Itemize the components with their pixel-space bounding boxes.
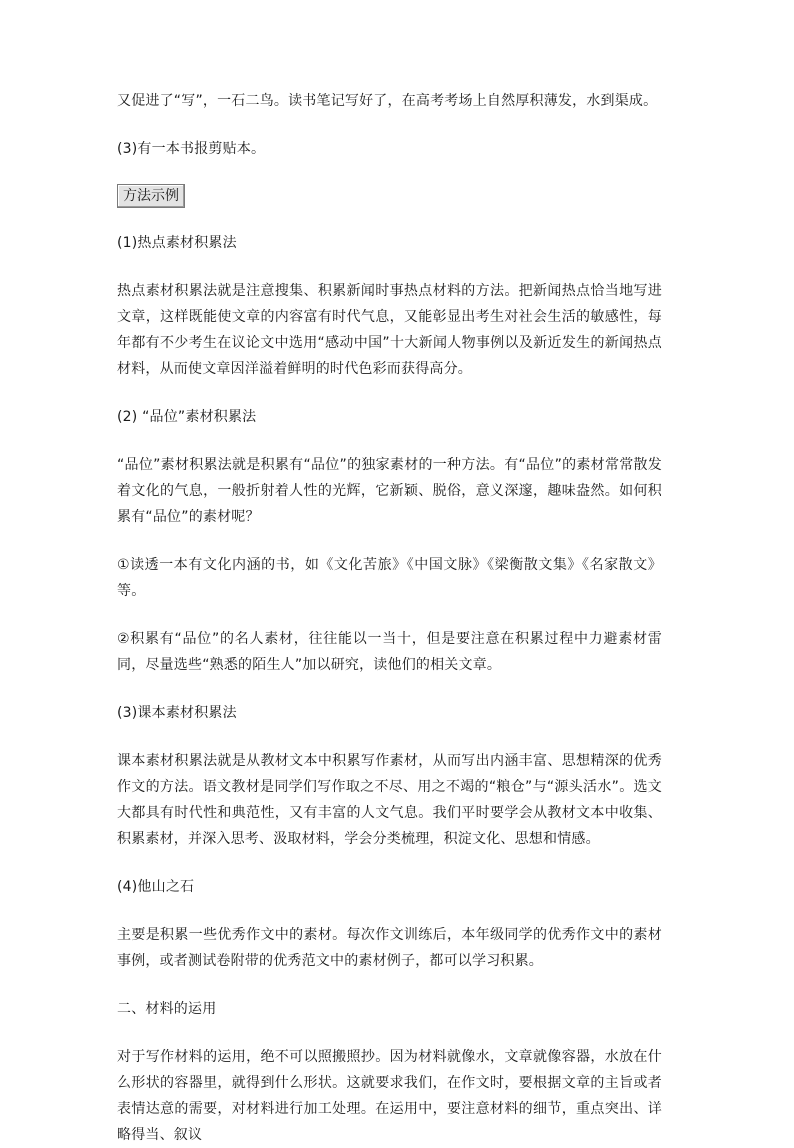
heading-taste-method: (2) “品位”素材积累法	[117, 409, 257, 425]
paragraph-material-usage: 对于写作材料的运用，绝不可以照搬照抄。因为材料就像水，文章就像容器，水放在什么形状的容器里，就得到什么形状。这就要求我们，在作文时，要根据文章的主旨或者表情达意的需要，对材料进行加工处理。在运用中，要注意材料的细节，重点突出、详略得当、叙议	[117, 1049, 662, 1143]
list-item-clipping-book: (3)有一本书报剪贴本。	[117, 141, 266, 157]
document-page	[117, 88, 662, 1148]
heading-hot-topic-method: (1)热点素材积累法	[117, 235, 237, 251]
paragraph-textbook: 课本素材积累法就是从教材文本中积累写作素材，从而写出内涵丰富、思想精深的优秀作文的方法。语文教材是同学们写作取之不尽、用之不竭的“粮仓”与“源头活水”。选文大都具有时代性和典范性，又有丰富的人文气息。我们平时要学会从教材文本中收集、积累素材，并深入思考、汲取材料，学会分类梳理，积淀文化、思想和情感。	[117, 753, 662, 847]
paragraph-continuation: 又促进了“写”，一石二鸟。读书笔记写好了，在高考考场上自然厚积薄发，水到渠成。	[117, 93, 658, 109]
paragraph-taste-point2: ②积累有“品位”的名人素材，往往能以一当十，但是要注意在积累过程中力避素材雷同，尽量选些“熟悉的陌生人”加以研究，读他们的相关文章。	[117, 631, 662, 673]
paragraph-hot-topic: 热点素材积累法就是注意搜集、积累新闻时事热点材料的方法。把新闻热点恰当地写进文章，这样既能使文章的内容富有时代气息，又能彰显出考生对社会生活的敏感性，每年都有不少考生在议论文中选用“感动中国”十大新闻人物事例以及新近发生的新闻热点材料，从而使文章因洋溢着鲜明的时代色彩而获得高分。	[117, 283, 662, 377]
method-example-label: 方法示例	[117, 184, 185, 208]
paragraph-other-mountain: 主要是积累一些优秀作文中的素材。每次作文训练后，本年级同学的优秀作文中的素材事例，或者测试卷附带的优秀范文中的素材例子，都可以学习积累。	[117, 927, 662, 969]
heading-other-mountain: (4)他山之石	[117, 879, 195, 895]
heading-material-usage: 二、材料的运用	[117, 1001, 217, 1017]
paragraph-taste: “品位”素材积累法就是积累有“品位”的独家素材的一种方法。有“品位”的素材常常散发着文化的气息，一般折射着人性的光辉，它新颖、脱俗，意义深邃，趣味盎然。如何积累有“品位”的素材呢？	[117, 457, 662, 525]
paragraph-taste-point1: ①读透一本有文化内涵的书，如《文化苦旅》《中国文脉》《梁衡散文集》《名家散文》等。	[117, 557, 662, 599]
heading-textbook-method: (3)课本素材积累法	[117, 705, 237, 721]
